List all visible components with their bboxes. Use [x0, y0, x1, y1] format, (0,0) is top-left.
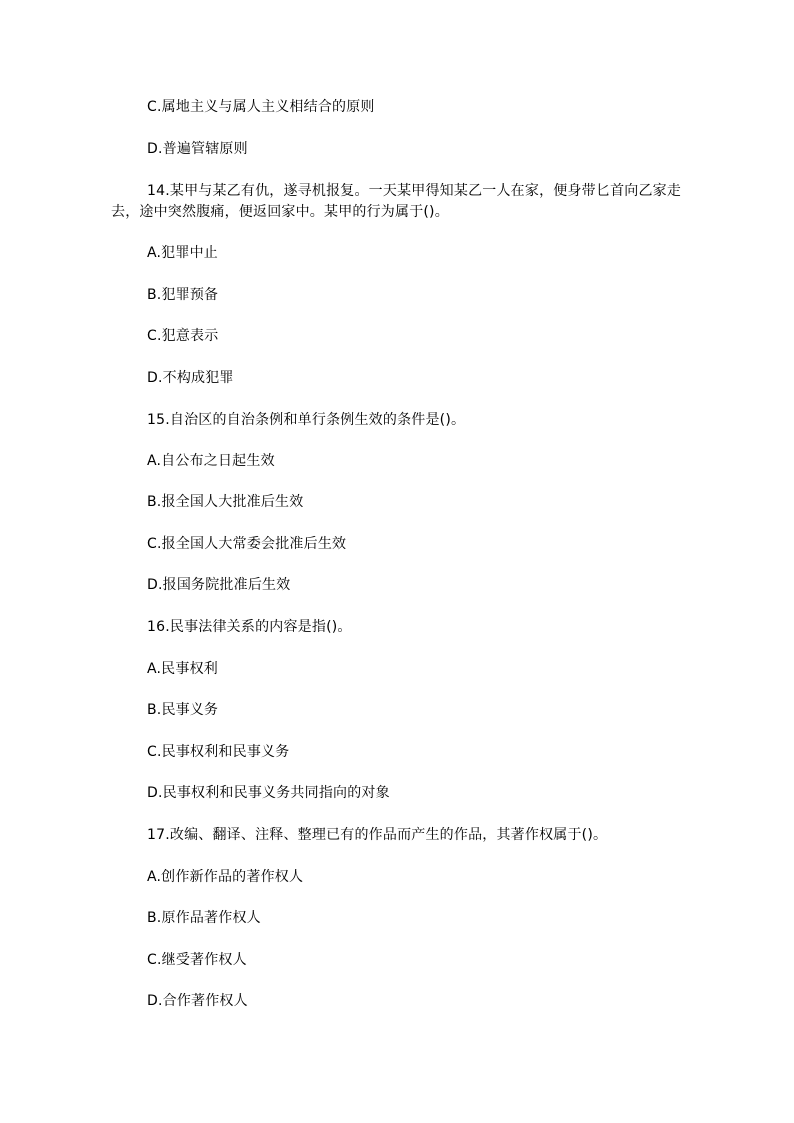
q16-option-c: C.民事权利和民事义务 — [147, 744, 290, 760]
q15-option-b: B.报全国人大批准后生效 — [147, 494, 304, 510]
q16-stem: 16.民事法律关系的内容是指()。 — [147, 619, 352, 635]
q17-option-a: A.创作新作品的著作权人 — [147, 869, 304, 885]
q17-option-b: B.原作品著作权人 — [147, 910, 261, 926]
q14-stem-line2: 去，途中突然腹痛，便返回家中。某甲的行为属于()。 — [111, 204, 449, 220]
q14-option-b: B.犯罪预备 — [147, 287, 219, 303]
q14-option-d: D.不构成犯罪 — [147, 370, 234, 386]
q14-stem-line1: 14.某甲与某乙有仇，遂寻机报复。一天某甲得知某乙一人在家，便身带匕首向乙家走 — [147, 183, 682, 199]
q15-stem: 15.自治区的自治条例和单行条例生效的条件是()。 — [147, 412, 466, 428]
q15-option-c: C.报全国人大常委会批准后生效 — [147, 536, 347, 552]
q14-option-c: C.犯意表示 — [147, 328, 219, 344]
q14-option-a: A.犯罪中止 — [147, 245, 218, 261]
q16-option-b: B.民事义务 — [147, 702, 219, 718]
q16-option-d: D.民事权利和民事义务共同指向的对象 — [147, 785, 390, 801]
q17-option-d: D.合作著作权人 — [147, 993, 248, 1009]
q15-option-a: A.自公布之日起生效 — [147, 453, 275, 469]
q16-option-a: A.民事权利 — [147, 661, 218, 677]
q13-option-c: C.属地主义与属人主义相结合的原则 — [147, 99, 375, 115]
q17-stem: 17.改编、翻译、注释、整理已有的作品而产生的作品，其著作权属于()。 — [147, 827, 608, 843]
q15-option-d: D.报国务院批准后生效 — [147, 577, 291, 593]
q17-option-c: C.继受著作权人 — [147, 952, 247, 968]
q13-option-d: D.普遍管辖原则 — [147, 141, 248, 157]
